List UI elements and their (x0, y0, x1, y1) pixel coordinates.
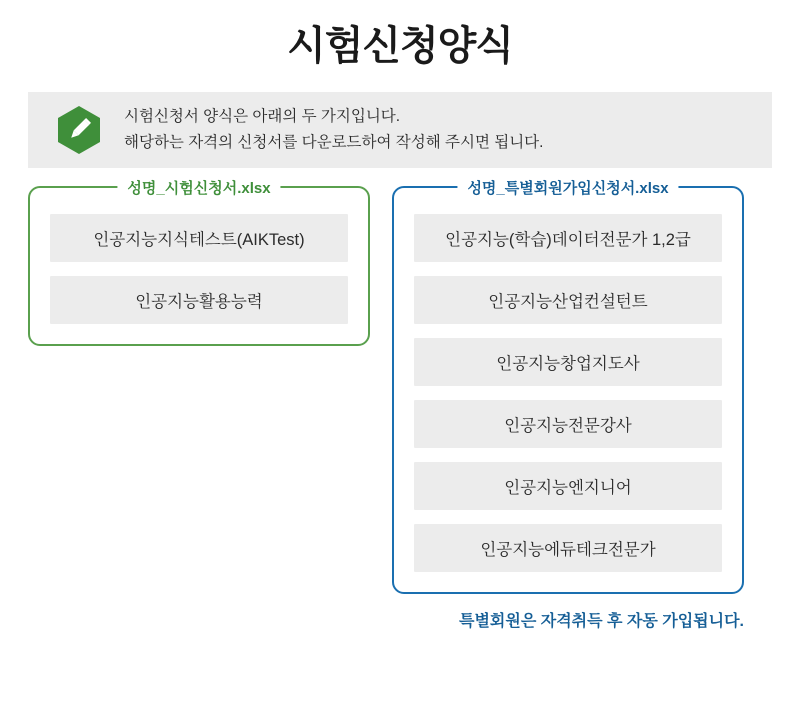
special-member-footnote: 특별회원은 자격취득 후 자동 가입됩니다. (459, 613, 744, 630)
notice-banner (28, 92, 772, 168)
list-item[interactable]: 인공지능엔지니어 (414, 462, 722, 510)
notice-line-2: 해당하는 자격의 신청서를 다운로드하여 작성해 주시면 됩니다. (124, 134, 544, 151)
list-item[interactable]: 인공지능전문강사 (414, 400, 722, 448)
forms-columns (28, 180, 772, 631)
list-item[interactable]: 인공지능(학습)데이터전문가 1,2급 (414, 214, 722, 262)
exam-application-group (28, 180, 370, 346)
notice-line-1: 시험신청서 양식은 아래의 두 가지입니다. (124, 108, 401, 126)
exam-application-legend: 성명_시험신청서.xlsx (117, 177, 280, 198)
list-item[interactable]: 인공지능에듀테크전문가 (414, 524, 722, 572)
pen-hexagon-icon (56, 105, 102, 155)
list-item[interactable]: 인공지능지식테스트(AIKTest) (50, 214, 348, 262)
exam-application-column (28, 180, 370, 346)
special-member-group (392, 180, 744, 594)
page-title: 시험신청양식 (287, 24, 513, 68)
document-page (0, 22, 800, 709)
special-member-legend: 성명_특별회원가입신청서.xlsx (457, 177, 678, 198)
special-member-column (392, 180, 744, 631)
list-item[interactable]: 인공지능활용능력 (50, 276, 348, 324)
notice-text (124, 104, 543, 155)
list-item[interactable]: 인공지능산업컨설턴트 (414, 276, 722, 324)
list-item[interactable]: 인공지능창업지도사 (414, 338, 722, 386)
